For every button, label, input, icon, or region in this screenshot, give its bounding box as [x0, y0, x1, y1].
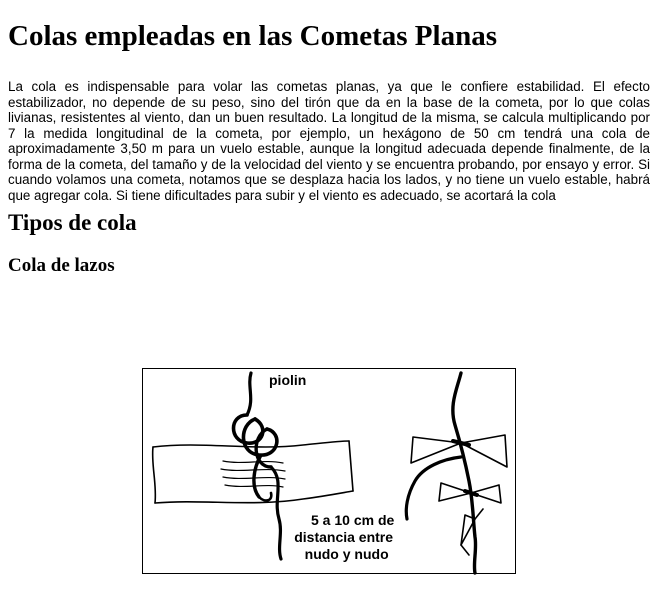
- distance-label-line: nudo y nudo: [304, 546, 389, 562]
- distance-label: [294, 512, 395, 563]
- distance-label-line: 5 a 10 cm de: [311, 512, 395, 528]
- string-label: piolin: [269, 372, 307, 388]
- section-heading: Tipos de cola: [8, 210, 137, 235]
- bow-tail-illustration: [142, 368, 516, 574]
- distance-label-line: distancia entre: [294, 529, 394, 545]
- string-with-bows: [406, 373, 507, 573]
- intro-paragraph: La cola es indispensable para volar las cometas planas, ya que le confiere estabilidad. El efecto estabilizador, no depende de su peso, sino del tirón que da en la base de la cometa, por lo que colas livianas, resistentes al viento, dan un buen resultado. La longitud de la misma, se calcula multiplicando por 7 la medida longitudinal de la cometa, por ejemplo, un hexágono de 50 cm tendrá una cola de aproximadamente 3,50 m para un vuelo estable, aunque la longitud adecuada depende finalmente, de la forma de la cometa, del tamaño y de la velocidad del viento y se encuentra probando, por ensayo y error. Si cuando volamos una cometa, notamos que se desplaza hacia los lados, y no tiene un vuelo estable, habrá que agregar cola. Si tiene dificultades para subir y el viento es adecuado, se acortará la cola: [8, 79, 650, 203]
- page-title: Colas empleadas en las Cometas Planas: [8, 20, 497, 52]
- subsection-heading: Cola de lazos: [8, 255, 115, 276]
- article: [8, 0, 650, 278]
